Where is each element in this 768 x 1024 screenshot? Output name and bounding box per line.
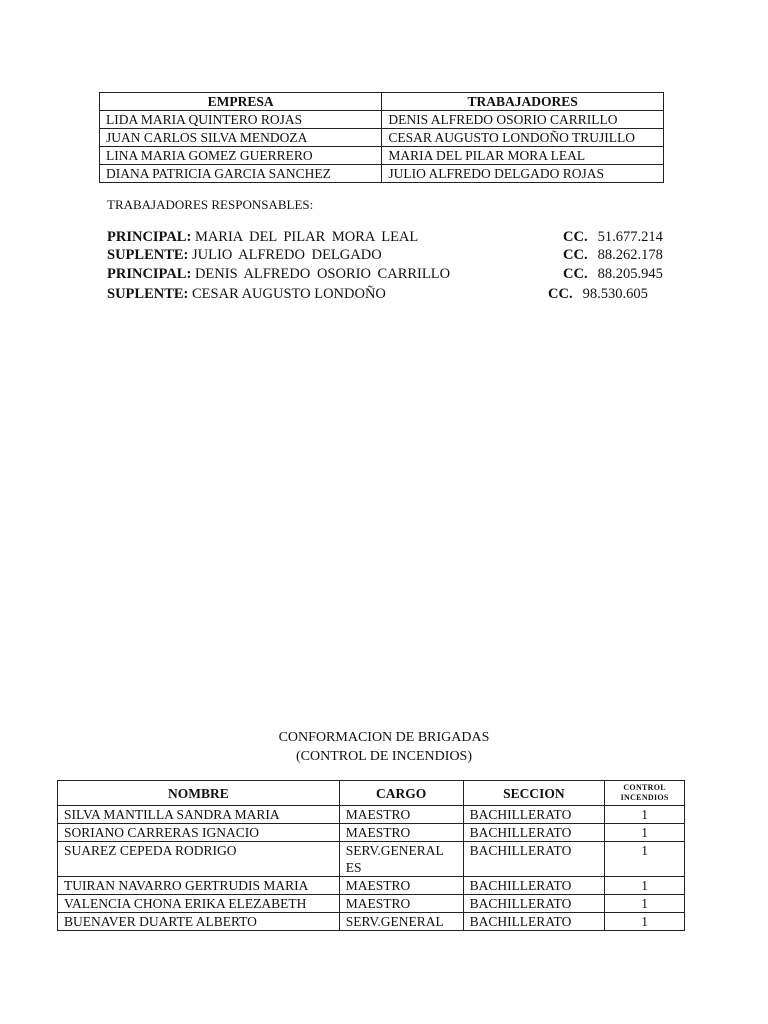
brigadas-subtitle: (CONTROL DE INCENDIOS) [295, 749, 473, 764]
cc-value [548, 286, 648, 303]
table-row [100, 165, 664, 183]
table-cell: BACHILLERATO [463, 877, 605, 895]
table-row [58, 895, 685, 913]
table-cell: 1 [605, 913, 685, 931]
cc-label: CC. [563, 229, 588, 245]
table-cell: JUAN CARLOS SILVA MENDOZA [100, 129, 382, 147]
cc-value [563, 266, 663, 283]
table-cell: SERV.GENERAL ES [339, 842, 463, 877]
brigadas-table [57, 780, 685, 931]
cc-value [563, 229, 663, 246]
table-cell: VALENCIA CHONA ERIKA ELEZABETH [58, 895, 340, 913]
table-cell: LINA MARIA GOMEZ GUERRERO [100, 147, 382, 165]
table-row [58, 913, 685, 931]
column-header: CARGO [339, 781, 463, 806]
table-row [58, 877, 685, 895]
table-cell: MAESTRO [339, 824, 463, 842]
cc-value [563, 247, 663, 264]
table-cell: JULIO ALFREDO DELGADO ROJAS [382, 165, 664, 183]
role-label: SUPLENTE: [107, 286, 189, 302]
person-name: MARIA DEL PILAR MORA LEAL [194, 229, 419, 245]
table-cell: CESAR AUGUSTO LONDOÑO TRUJILLO [382, 129, 664, 147]
table-cell: MARIA DEL PILAR MORA LEAL [382, 147, 664, 165]
table-cell: MAESTRO [339, 806, 463, 824]
table-cell: SORIANO CARRERAS IGNACIO [58, 824, 340, 842]
table-cell: MAESTRO [339, 895, 463, 913]
table-cell: BACHILLERATO [463, 842, 605, 877]
cc-number: 51.677.214 [597, 229, 663, 245]
table-cell: DIANA PATRICIA GARCIA SANCHEZ [100, 165, 382, 183]
cc-label: CC. [548, 286, 573, 302]
cc-label: CC. [563, 247, 588, 263]
column-header: NOMBRE [58, 781, 340, 806]
table-cell: 1 [605, 895, 685, 913]
column-header: EMPRESA [100, 93, 382, 111]
table-cell: DENIS ALFREDO OSORIO CARRILLO [382, 111, 664, 129]
empresa-trabajadores-table [99, 92, 664, 183]
table-cell: SILVA MANTILLA SANDRA MARIA [58, 806, 340, 824]
table-row [100, 111, 664, 129]
table-header-row [58, 781, 685, 806]
cc-number: 88.262.178 [597, 247, 663, 263]
role-label: SUPLENTE: [107, 247, 189, 263]
person-name: JULIO ALFREDO DELGADO [192, 247, 382, 263]
responsable-row [107, 286, 662, 306]
responsable-row [107, 247, 662, 267]
person-name: DENIS ALFREDO OSORIO CARRILLO [194, 266, 451, 282]
responsables-title: TRABAJADORES RESPONSABLES: [107, 197, 314, 212]
cc-number: 98.530.605 [582, 286, 648, 302]
table-header-row [100, 93, 664, 111]
table-cell: BACHILLERATO [463, 806, 605, 824]
role-label: PRINCIPAL: [107, 266, 192, 282]
responsable-row [107, 266, 662, 286]
table-row [100, 147, 664, 165]
brigadas-title: CONFORMACION DE BRIGADAS [278, 730, 490, 745]
table-cell: BACHILLERATO [463, 895, 605, 913]
table-row [58, 842, 685, 877]
table-cell: BACHILLERATO [463, 913, 605, 931]
role-label: PRINCIPAL: [107, 229, 192, 245]
table-cell: TUIRAN NAVARRO GERTRUDIS MARIA [58, 877, 340, 895]
table-cell: 1 [605, 842, 685, 877]
column-header: SECCION [463, 781, 605, 806]
table-cell: SERV.GENERAL [339, 913, 463, 931]
cc-label: CC. [563, 266, 588, 282]
column-header: TRABAJADORES [382, 93, 664, 111]
table-cell: 1 [605, 806, 685, 824]
table-row [58, 806, 685, 824]
responsable-row [107, 229, 662, 249]
table-cell: 1 [605, 877, 685, 895]
person-name: CESAR AUGUSTO LONDOÑO [192, 286, 386, 302]
table-row [100, 129, 664, 147]
table-cell: BACHILLERATO [463, 824, 605, 842]
table-cell: BUENAVER DUARTE ALBERTO [58, 913, 340, 931]
table-cell: MAESTRO [339, 877, 463, 895]
table-cell: SUAREZ CEPEDA RODRIGO [58, 842, 340, 877]
table-row [58, 824, 685, 842]
table-cell: LIDA MARIA QUINTERO ROJAS [100, 111, 382, 129]
table-cell: 1 [605, 824, 685, 842]
cc-number: 88.205.945 [597, 266, 663, 282]
column-header: CONTROL INCENDIOS [605, 781, 685, 806]
